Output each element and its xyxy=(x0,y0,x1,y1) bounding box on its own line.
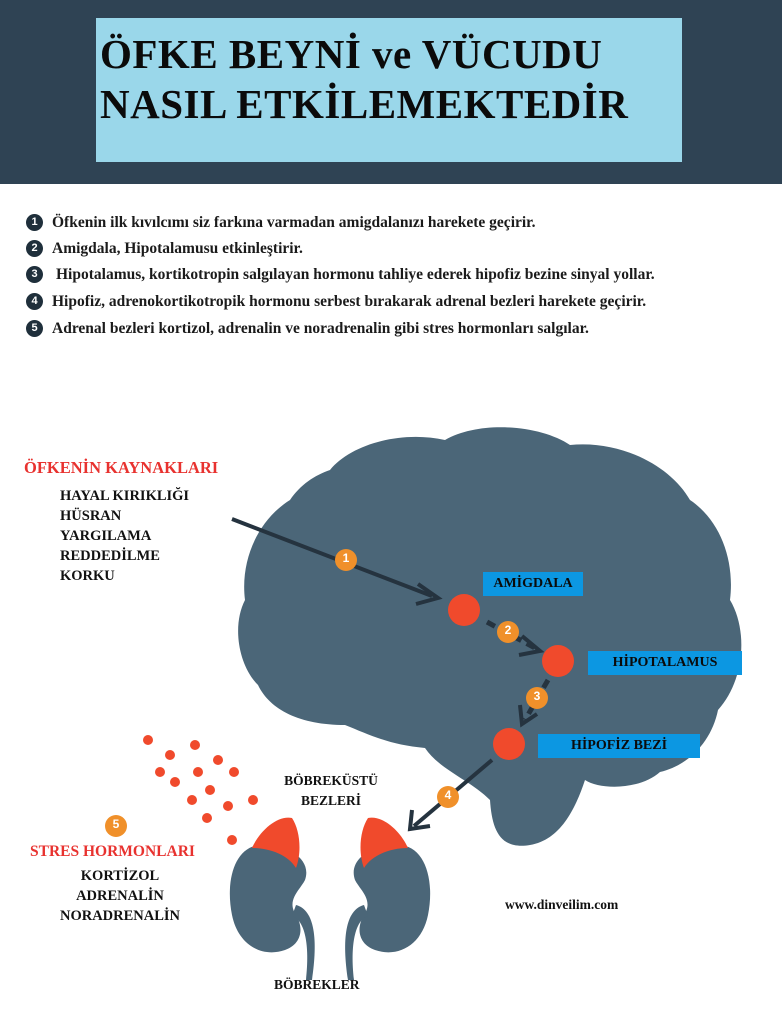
badge-1: 1 xyxy=(342,551,350,565)
stress-item: NORADRENALİN xyxy=(59,908,181,924)
adrenal-label: BÖBREKÜSTÜ BEZLERİ xyxy=(284,773,378,808)
hipofiz-label: HİPOFİZ BEZİ xyxy=(538,734,700,758)
step-number-1: 1 xyxy=(26,214,43,231)
stress-list xyxy=(40,866,200,926)
sources-list xyxy=(60,486,189,586)
source-item: HÜSRAN xyxy=(60,508,122,524)
amigdala-label: AMİGDALA xyxy=(483,572,583,596)
step-text-3: Hipotalamus, kortikotropin salgılayan hormonu tahliye ederek hipofiz bezine sinyal yollar. xyxy=(56,266,655,283)
step-text-5: Adrenal bezleri kortizol, adrenalin ve noradrenalin gibi stres hormonları salgılar. xyxy=(52,320,589,337)
source-item: HAYAL KIRIKLIĞI xyxy=(60,488,190,504)
badge-2: 2 xyxy=(504,623,512,637)
hipotalamus-node xyxy=(542,645,574,677)
badge-3: 3 xyxy=(533,689,541,703)
kidneys xyxy=(230,845,430,980)
source-item: KORKU xyxy=(60,568,115,584)
stress-item: ADRENALİN xyxy=(76,888,164,904)
website-text: www.dinveilim.com xyxy=(505,897,619,912)
step-number-2: 2 xyxy=(26,240,43,257)
stress-item: KORTİZOL xyxy=(80,868,160,884)
step-text-2: Amigdala, Hipotalamusu etkinleştirir. xyxy=(52,240,303,257)
hormone-dots xyxy=(143,735,258,845)
source-item: YARGILAMA xyxy=(60,528,152,544)
amigdala-node xyxy=(448,594,480,626)
title-line-1: ÖFKE BEYNİ ve VÜCUDU xyxy=(100,31,603,77)
step-number-4: 4 xyxy=(26,293,43,310)
step-number-5: 5 xyxy=(26,320,43,337)
badge-4: 4 xyxy=(444,788,452,802)
source-item: REDDEDİLME xyxy=(60,548,160,564)
badge-5: 5 xyxy=(112,817,120,831)
kidneys-label: BÖBREKLER xyxy=(274,977,360,992)
sources-heading: ÖFKENİN KAYNAKLARI xyxy=(24,458,219,477)
step-text-4: Hipofiz, adrenokortikotropik hormonu serbest bırakarak adrenal bezleri harekete geçirir. xyxy=(52,293,647,310)
title-line-2: NASIL ETKİLEMEKTEDİR xyxy=(100,81,629,127)
hipotalamus-label: HİPOTALAMUS xyxy=(588,651,742,675)
hipofiz-node xyxy=(493,728,525,760)
step-number-3: 3 xyxy=(26,266,43,283)
step-text-1: Öfkenin ilk kıvılcımı siz farkına varmadan amigdalanızı harekete geçirir. xyxy=(52,214,536,231)
stress-heading: STRES HORMONLARI xyxy=(30,843,195,860)
